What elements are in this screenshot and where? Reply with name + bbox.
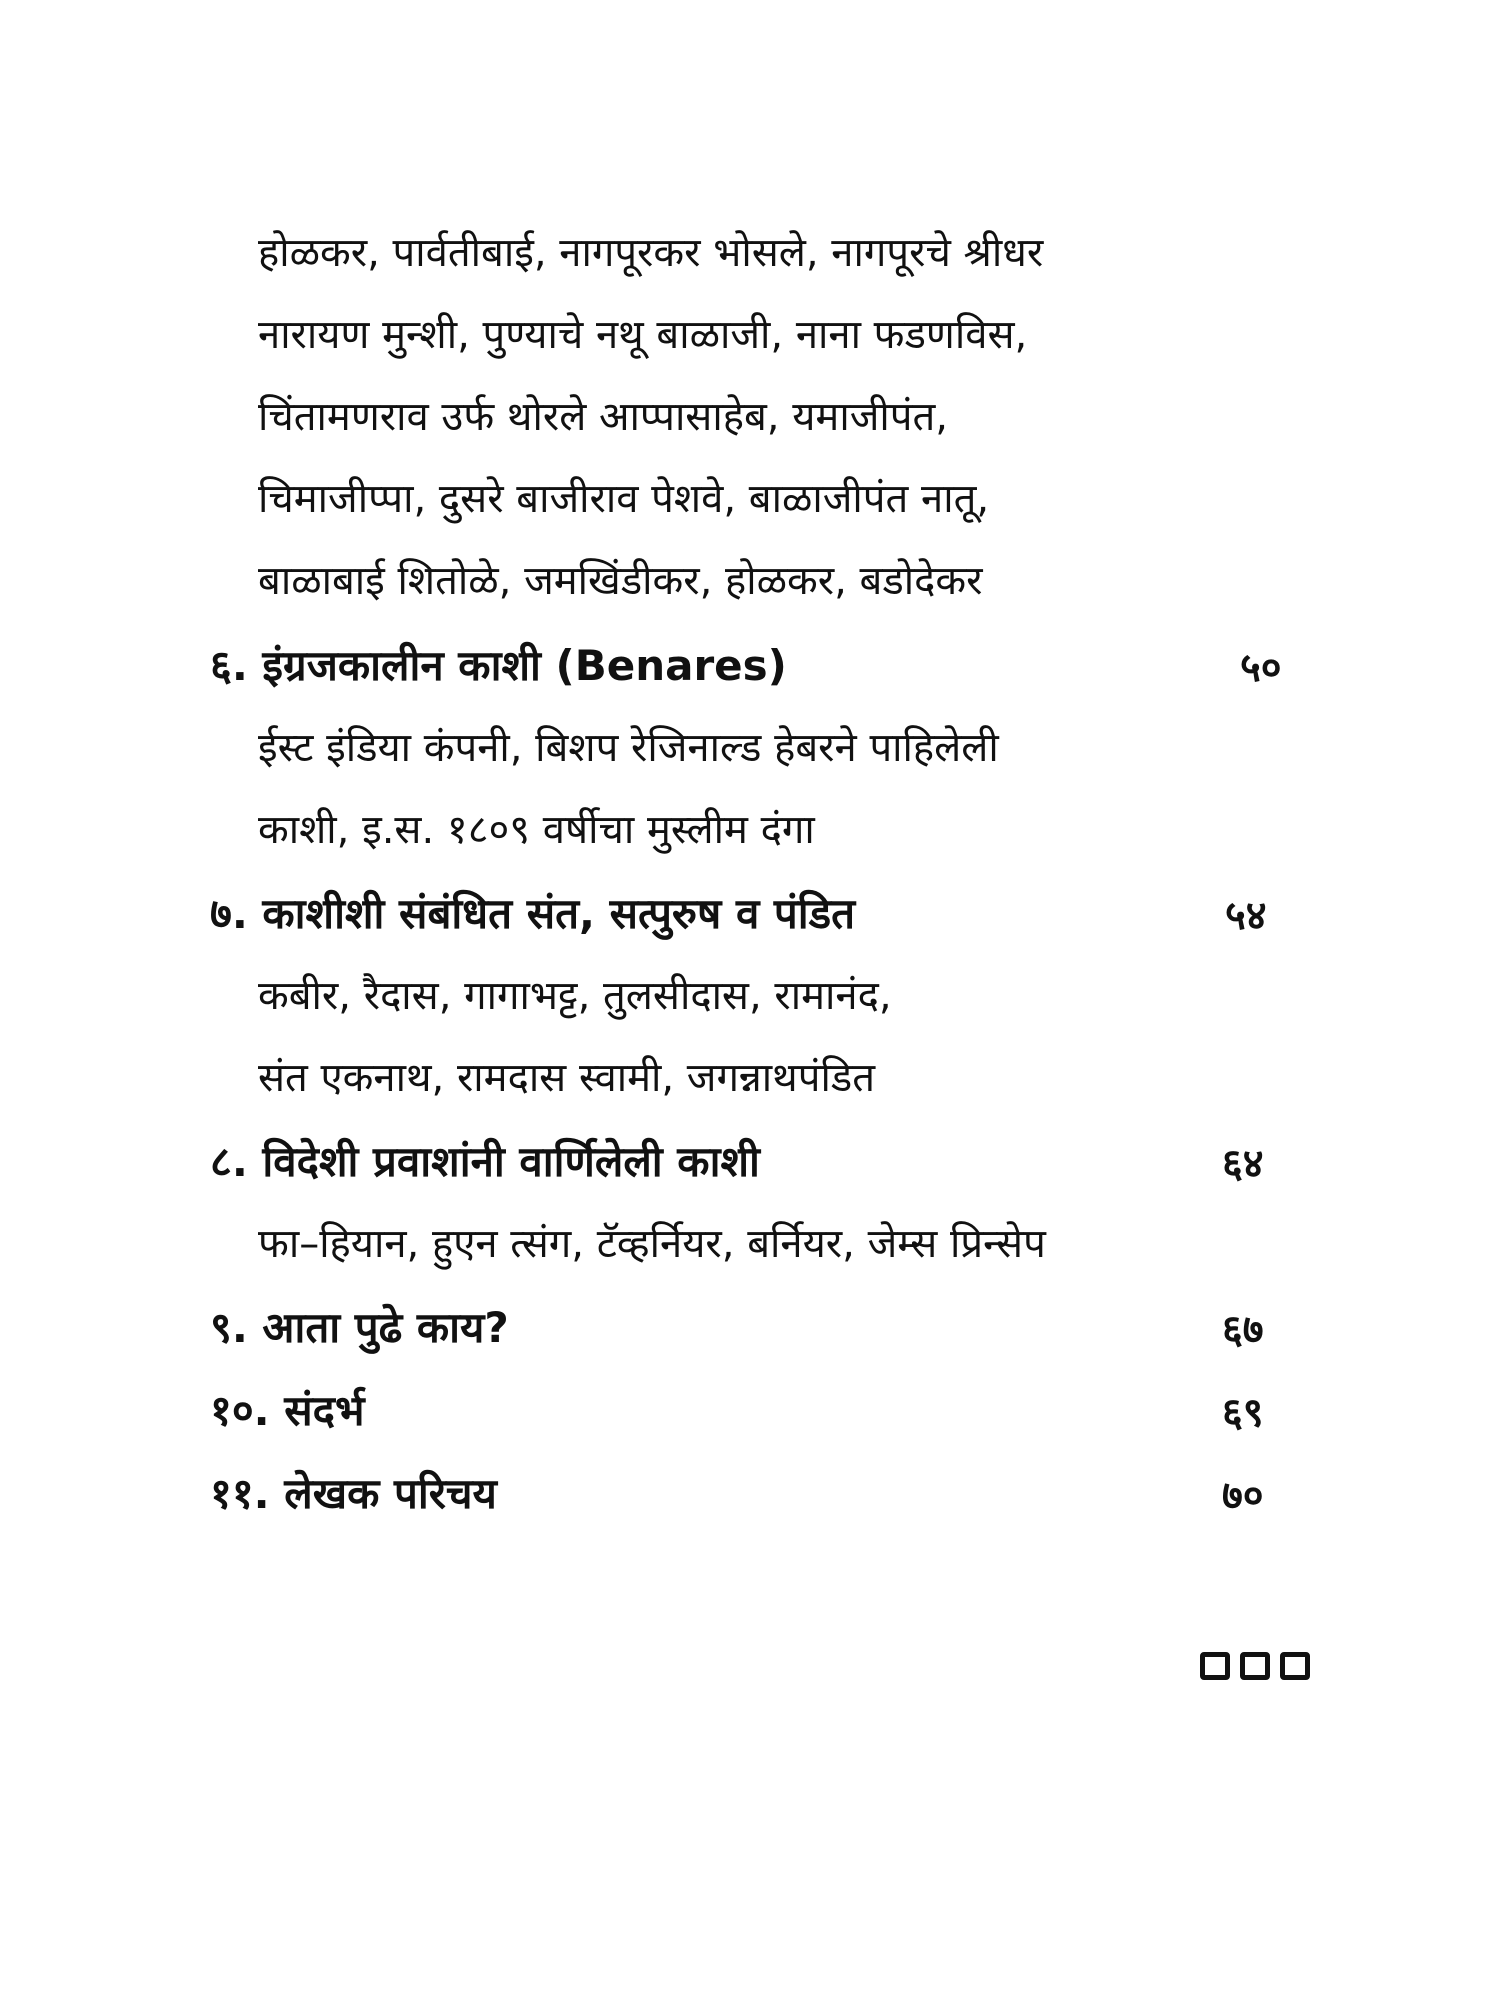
continuation-line: नारायण मुन्शी, पुण्याचे नथू बाळाजी, नाना फडणविस,	[258, 312, 1028, 358]
toc-entry-heading: ८. विदेशी प्रवाशांनी वार्णिलेली काशी	[210, 1137, 760, 1186]
toc-entry-detail: फा–हियान, हुएन त्संग, टॅव्हर्नियर, बर्नियर, जेम्स प्रिन्सेप	[258, 1221, 1046, 1267]
toc-entry-page-number: ६९	[1222, 1390, 1264, 1436]
square-icon	[1280, 1652, 1310, 1680]
toc-entry-page-number: ५०	[1240, 645, 1282, 691]
toc-entry-heading: ६. इंग्रजकालीन काशी (Benares)	[210, 641, 787, 690]
continuation-line: चिमाजीप्पा, दुसरे बाजीराव पेशवे, बाळाजीपंत नातू,	[258, 476, 990, 522]
toc-entry-heading: ९. आता पुढे काय?	[210, 1303, 509, 1352]
toc-entry-page-number: ६४	[1222, 1141, 1264, 1187]
continuation-line: चिंतामणराव उर्फ थोरले आप्पासाहेब, यमाजीपंत,	[258, 394, 948, 440]
toc-entry-heading: ७. काशीशी संबंधित संत, सत्पुरुष व पंडित	[210, 889, 856, 938]
toc-entry-detail: ईस्ट इंडिया कंपनी, बिशप रेजिनाल्ड हेबरने पाहिलेली	[258, 725, 999, 771]
continuation-line: बाळाबाई शितोळे, जमखिंडीकर, होळकर, बडोदेकर	[258, 558, 983, 604]
toc-entry-page-number: ७०	[1222, 1473, 1264, 1519]
toc-entry-detail: कबीर, रैदास, गागाभट्ट, तुलसीदास, रामानंद,	[258, 973, 892, 1019]
continuation-line: होळकर, पार्वतीबाई, नागपूरकर भोसले, नागपूरचे श्रीधर	[258, 230, 1044, 276]
section-end-marks	[1200, 1652, 1310, 1680]
square-icon	[1240, 1652, 1270, 1680]
toc-entry-heading: १०. संदर्भ	[210, 1386, 365, 1435]
toc-entry-detail: संत एकनाथ, रामदास स्वामी, जगन्नाथपंडित	[258, 1055, 876, 1101]
toc-entry-page-number: ५४	[1225, 893, 1267, 939]
toc-entry-page-number: ६७	[1222, 1307, 1264, 1353]
toc-entry-detail: काशी, इ.स. १८०९ वर्षीचा मुस्लीम दंगा	[258, 807, 815, 853]
square-icon	[1200, 1652, 1230, 1680]
toc-entry-heading: ११. लेखक परिचय	[210, 1469, 497, 1518]
